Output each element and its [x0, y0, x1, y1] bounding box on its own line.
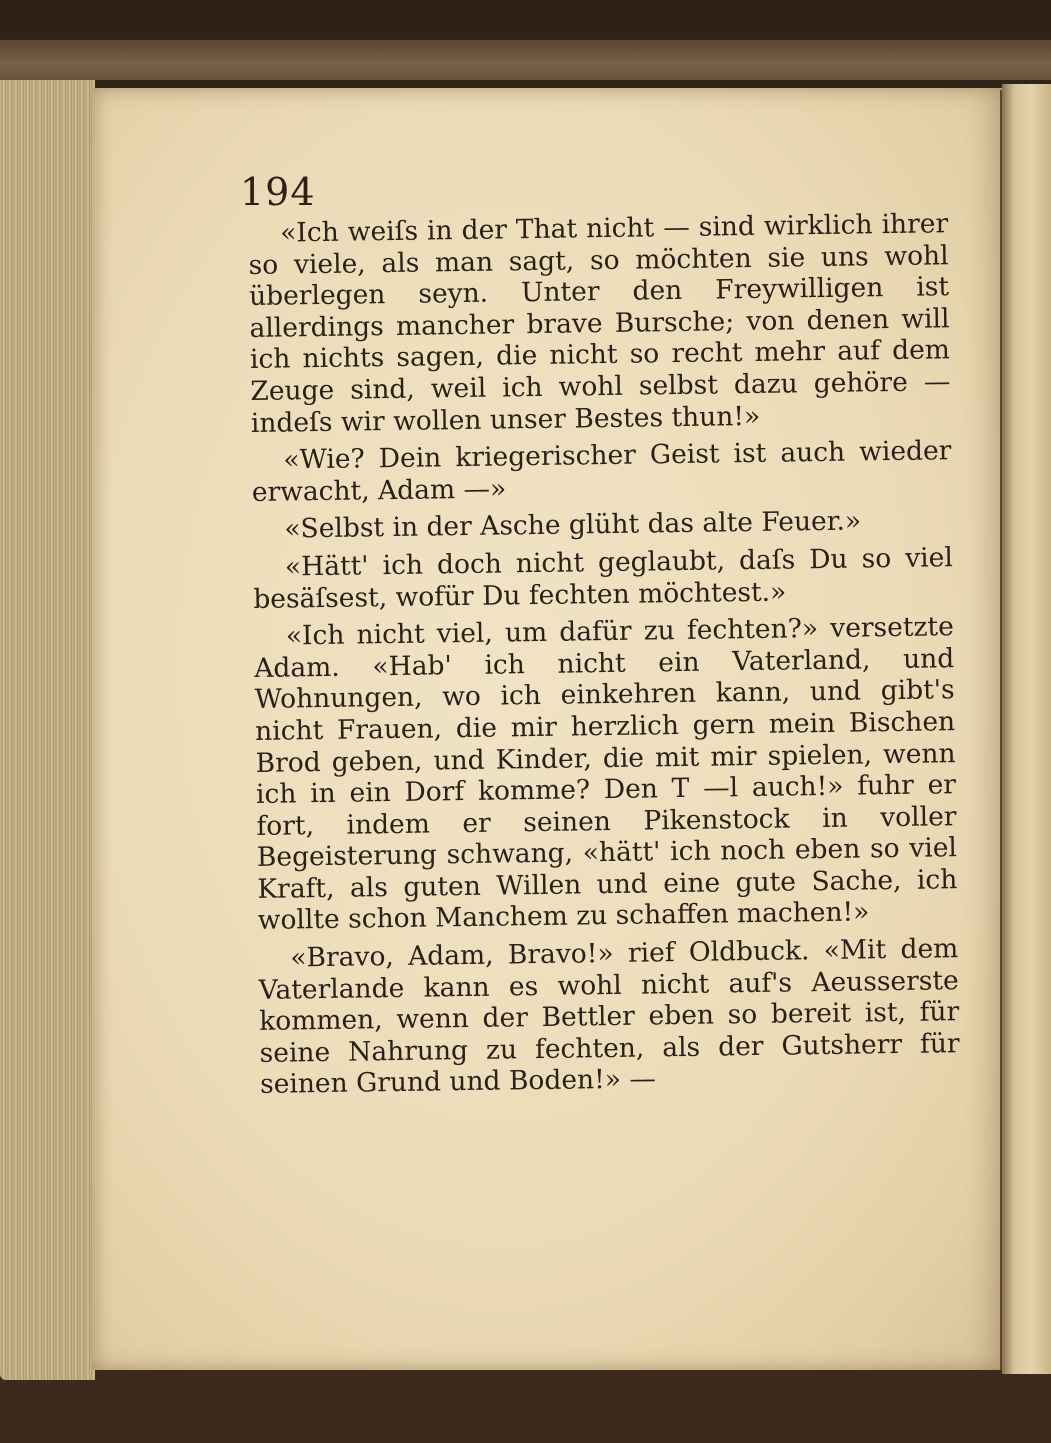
paragraph: «Selbst in der Asche glüht das alte Feuer.»: [284, 505, 862, 545]
facing-page-edge: [1002, 84, 1051, 1374]
book-cover-edge: [0, 40, 1051, 80]
paragraph: «Bravo, Adam, Bravo!» rief Oldbuck. «Mit dem Vaterlande kann es wohl nicht auf's Aeusserste kommen, wenn der Bettler eben so bereit ist, für seine Nahrung zu fechten, als der Gutsherr für seinen Grund und Boden!» —: [258, 933, 960, 1101]
body-text: [248, 208, 960, 1107]
paragraph: «Ich nicht viel, um dafür zu fechten?» versetzte Adam. «Hab' ich nicht ein Vaterland, und Wohnungen, wo ich einkehren kann, und gibt's nicht Frauen, die mir herzlich gern mein Bischen Brod geben, und Kinder, die mit mir spielen, wenn ich in ein Dorf komme? Den T —l auch!» fuhr er fort, indem er seinen Pikenstock in voller Begeisterung schwang, «hätt' ich noch eben so viel Kraft, als guten Willen und eine gute Sache, ich wollte schon Manchem zu schaffen machen!»: [254, 611, 958, 937]
paragraph: «Ich weiſs in der That nicht — sind wirklich ihrer so viele, als man sagt, so möchten sie uns wohl überlegen seyn. Unter den Freywilligen ist allerdings mancher brave Bursche; von denen will ich nichts sagen, die nicht so recht mehr auf dem Zeuge sind, weil ich wohl selbst dazu gehöre — indeſs wir wollen unser Bestes thun!»: [248, 208, 951, 439]
paragraph: «Wie? Dein kriegerischer Geist ist auch wieder erwacht, Adam —»: [251, 435, 952, 508]
gutter-shadow: [1000, 90, 1002, 1370]
paragraph: «Hätt' ich doch nicht geglaubt, daſs Du so viel besäſsest, wofür Du fechten möchtest.»: [253, 542, 954, 615]
page-stack-edge: [0, 80, 95, 1380]
page-number: 194: [240, 170, 316, 214]
